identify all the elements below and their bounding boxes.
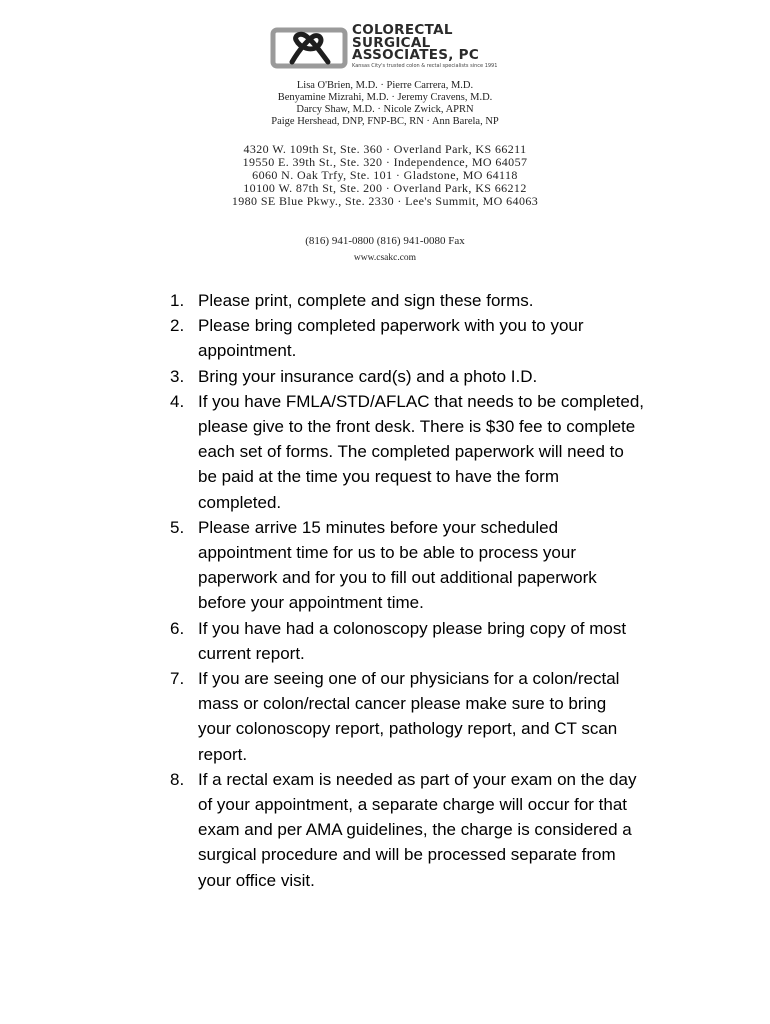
- item-text: Please bring completed paperwork with you to your appointment.: [198, 316, 584, 361]
- company-name: [352, 24, 479, 62]
- item-text: Please print, complete and sign these forms.: [198, 291, 534, 310]
- item-number: 7.: [170, 669, 185, 689]
- address-line: 1980 SE Blue Pkwy., Ste. 2330 · Lee's Summit, MO 64063: [231, 194, 539, 208]
- company-tagline: Kansas City's trusted colon & rectal specialists since 1991: [352, 63, 498, 69]
- item-text: If you have FMLA/STD/AFLAC that needs to be completed, please give to the front desk. There is $30 fee to complete each set of forms. The completed paperwork will need to be paid at the time you request to have the form completed.: [198, 391, 645, 512]
- physician-line: Benyamine Mizrahi, M.D. · Jeremy Cravens, M.D.: [277, 92, 493, 103]
- list-item: [170, 616, 760, 666]
- list-item: [170, 364, 760, 389]
- physician-line: Darcy Shaw, M.D. · Nicole Zwick, APRN: [296, 104, 474, 115]
- item-number: 6.: [170, 618, 185, 638]
- item-number: 1.: [170, 291, 185, 310]
- address-line: 6060 N. Oak Trfy, Ste. 101 · Gladstone, MO 64118: [252, 168, 518, 182]
- list-item: [170, 767, 760, 893]
- office-addresses: [0, 143, 770, 208]
- company-logo: [270, 24, 520, 72]
- address-line: 10100 W. 87th St, Ste. 200 · Overland Park, KS 66212: [243, 181, 527, 195]
- list-item: [170, 313, 760, 363]
- address-line: 4320 W. 109th St, Ste. 360 · Overland Park, KS 66211: [243, 142, 527, 156]
- ribbon-logo-icon: [270, 26, 350, 70]
- item-number: 2.: [170, 316, 185, 336]
- item-text: If you are seeing one of our physicians for a colon/rectal mass or colon/rectal cancer please make sure to bring your colonoscopy report, pathology report, and CT scan report.: [198, 669, 620, 764]
- list-item: [170, 389, 760, 515]
- address-line: 19550 E. 39th St., Ste. 320 · Independence, MO 64057: [242, 155, 528, 169]
- item-number: 8.: [170, 769, 185, 789]
- company-name-line: ASSOCIATES, PC: [352, 47, 480, 63]
- phone-fax: (816) 941-0800 (816) 941-0080 Fax: [305, 235, 465, 247]
- website: www.csakc.com: [353, 253, 417, 263]
- item-text: Please arrive 15 minutes before your scheduled appointment time for us to be able to process your paperwork and for you to fill out additional paperwork before your appointment time.: [198, 517, 597, 613]
- item-number: 5.: [170, 517, 185, 537]
- list-item: [170, 515, 760, 616]
- physician-line: Paige Hershead, DNP, FNP-BC, RN · Ann Barela, NP: [271, 116, 499, 127]
- item-number: 4.: [170, 391, 185, 411]
- list-item: [170, 288, 760, 313]
- list-item: [170, 666, 760, 767]
- physician-line: Lisa O'Brien, M.D. · Pierre Carrera, M.D.: [296, 80, 474, 91]
- physician-list: [0, 80, 770, 128]
- item-text: Bring your insurance card(s) and a photo I.D.: [198, 366, 538, 386]
- company-name-line: SURGICAL: [352, 34, 431, 51]
- company-name-line: COLORECTAL: [352, 22, 453, 38]
- item-number: 3.: [170, 366, 185, 386]
- item-text: If you have had a colonoscopy please bring copy of most current report.: [198, 618, 627, 663]
- item-text: If a rectal exam is needed as part of your exam on the day of your appointment, a separate charge will occur for that exam and per AMA guidelines, the charge is considered a surgical procedure and will be processed separate from your office visit.: [198, 769, 637, 890]
- instruction-list: [170, 288, 760, 893]
